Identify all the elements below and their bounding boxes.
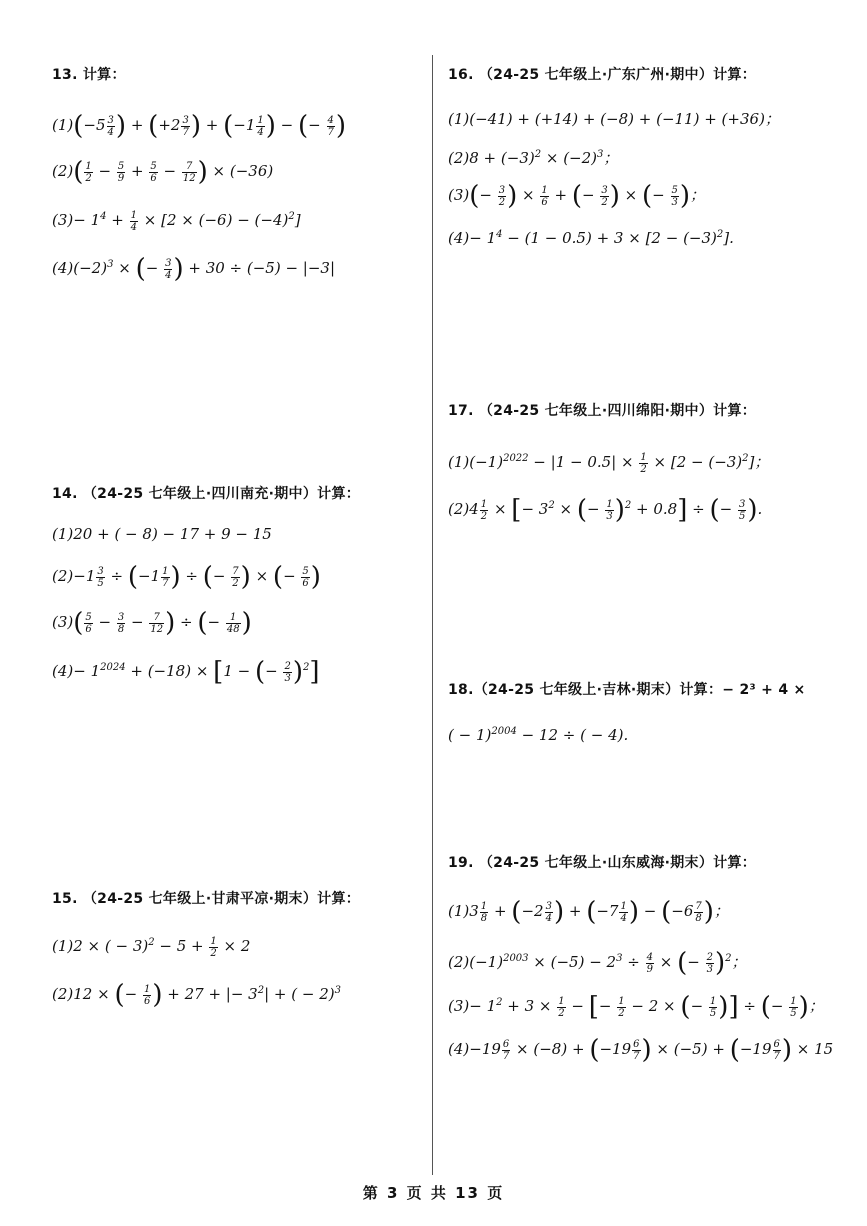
page-footer: 第 3 页 共 13 页	[362, 1184, 505, 1202]
problem-19-item-3: $(3)- 1^2 + 3$ × $\frac{1}{2}$ − [− $\frac{1}{2}$ − 2 × (− $\frac{1}{5}$ )] ÷ (− $\frac{1}{5}$ )；	[448, 992, 824, 1022]
problem-13	[52, 64, 422, 284]
problem-14	[52, 483, 422, 693]
problem-19-item-4: (4)−19 $\frac{6}{7}$ × (−8) + (−19 $\frac{6}{7}$ ) × (−5) + (−19 $\frac{6}{7}$ ) × 15	[448, 1035, 834, 1065]
problem-17-item-1: $(1)(-1)^{2022} - |1 - 0.5|$ × $\frac{1}{2}$ × $[2 - (-3)^2]$；	[448, 451, 770, 475]
problem-15	[52, 888, 422, 1018]
problem-16-item-4: $(4)- 1^4 - (1 - 0.5) + 3 \times [2 - (-3)^2]$.	[448, 229, 734, 247]
problem-15-item-2: (2)12 × (− $\frac{1}{6}$ ) + 27 + |− $3^2|$ + ( − 2)$^3$	[52, 980, 341, 1010]
problem-14-title: 14. （24-25 七年级上·四川南充·期中）计算：	[52, 486, 361, 502]
problem-14-item-2: (2)−1 $\frac{3}{5}$ ÷ (−1 $\frac{1}{7}$ ) ÷ (− $\frac{7}{2}$ ) × (− $\frac{5}{6}$ )	[52, 562, 321, 592]
problem-18	[448, 679, 858, 749]
problem-16	[448, 64, 858, 264]
problem-16-item-2: $(2)8 + (-3)^2 \times (-2)^3$；	[448, 149, 619, 167]
problem-19	[448, 852, 858, 1072]
problem-18-item-1: ( − 1)$^{2004}$ − 12 ÷ ( − 4).	[448, 726, 629, 744]
problem-17	[448, 400, 858, 530]
problem-19-item-2: $(2)(-1)^{2003} \times (-5) - 2^3$ ÷ $\frac{4}{9}$ × (− $\frac{2}{3}$ )$^2$；	[448, 948, 747, 978]
problem-13-item-4: $(4)(-2)^3$ × (− $\frac{3}{4}$ ) + 30 ÷ (−5) − |−3|	[52, 254, 336, 284]
problem-16-title: 16. （24-25 七年级上·广东广州·期中）计算：	[448, 67, 757, 83]
problem-18-title: 18.（24-25 七年级上·吉林·期末）计算：− 2³ + 4 ×	[448, 682, 806, 698]
problem-17-item-2: (2)4 $\frac{1}{2}$ × [− $3^2$ × (− $\frac{1}{3}$ )$^2$ + 0.8] ÷ (− $\frac{3}{5}$ ).	[448, 495, 763, 525]
problem-15-item-1: (1)2 × ( − 3)$^2$ − 5 + $\frac{1}{2}$ × 2	[52, 935, 251, 959]
problem-13-item-3: $(3)- 1^4$ + $\frac{1}{4}$ × $[2 \times (-6) - (-4)^2]$	[52, 209, 301, 233]
problem-16-item-3: (3)(− $\frac{3}{2}$ ) × $\frac{1}{6}$ + (− $\frac{3}{2}$ ) × (− $\frac{5}{3}$ )；	[448, 181, 706, 211]
problem-16-item-1: (1)(−41) + (+14) + (−8) + (−11) + (+36)；	[448, 110, 780, 128]
problem-13-title: 13. 计算：	[52, 67, 126, 83]
problem-14-item-4: $(4)- 1^{2024} + (-18) \times [1$ − (− $\frac{2}{3}$ )$^2$]	[52, 657, 320, 687]
problem-19-item-1: (1)3 $\frac{1}{8}$ + (−2 $\frac{3}{4}$ ) + (−7 $\frac{1}{4}$ ) − (−6 $\frac{7}{8}$ )；	[448, 897, 729, 927]
problem-13-item-1: (1)(−5 $\frac{3}{4}$ ) + (+2 $\frac{3}{7}$ ) + (−1 $\frac{1}{4}$ ) − (− $\frac{4}{7}$ )	[52, 111, 347, 141]
problem-13-item-2: (2)( $\frac{1}{2}$ − $\frac{5}{9}$ + $\frac{5}{6}$ − $\frac{7}{12}$ ) × (−36)	[52, 157, 274, 187]
problem-14-item-3: (3)( $\frac{5}{6}$ − $\frac{3}{8}$ − $\frac{7}{12}$ ) ÷ (− $\frac{1}{48}$ )	[52, 608, 252, 638]
problem-15-title: 15. （24-25 七年级上·甘肃平凉·期末）计算：	[52, 891, 361, 907]
problem-14-item-1: (1)20 + ( − 8) − 17 + 9 − 15	[52, 525, 272, 543]
problem-19-title: 19. （24-25 七年级上·山东威海·期末）计算：	[448, 855, 757, 871]
column-divider	[432, 55, 433, 1175]
problem-17-title: 17. （24-25 七年级上·四川绵阳·期中）计算：	[448, 403, 757, 419]
